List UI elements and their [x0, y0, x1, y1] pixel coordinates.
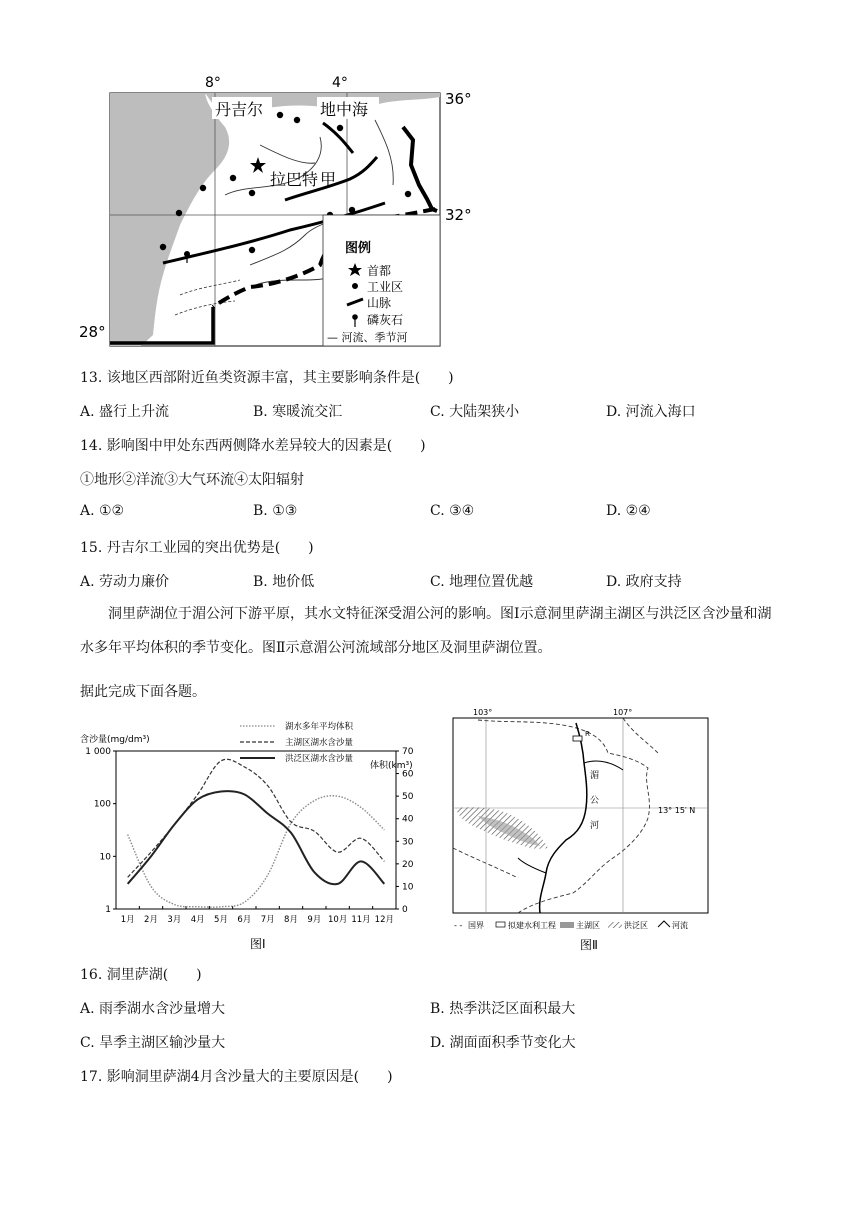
legend-phosphate: 磷灰石	[367, 313, 404, 327]
legend-capital: 首都	[367, 264, 392, 278]
lon-4: 4°	[332, 75, 348, 91]
lat-32: 32°	[445, 206, 472, 224]
left-tick-label: 100	[93, 799, 111, 810]
q15-option-c[interactable]: C. 地理位置优越	[430, 574, 534, 590]
morocco-map	[75, 75, 485, 355]
q16-option-d[interactable]: D. 湖面面积季节变化大	[430, 1035, 576, 1051]
q17-stem: 17. 影响洞里萨湖4月含沙量大的主要原因是( )	[80, 1069, 393, 1085]
left-axis-label: 含沙量(mg/dm³)	[80, 735, 150, 745]
q15-option-b[interactable]: B. 地价低	[253, 574, 315, 590]
x-tick-label: 4月	[190, 915, 205, 925]
q13-option-c[interactable]: C. 大陆架狭小	[430, 404, 520, 420]
q13-option-d[interactable]: D. 河流入海口	[606, 404, 696, 420]
legend-main-lake: 主湖区湖水含沙量	[285, 738, 354, 748]
x-tick-label: 6月	[237, 915, 252, 925]
x-tick-label: 9月	[307, 915, 322, 925]
right-tick-label: 30	[402, 837, 414, 848]
q13-option-b[interactable]: B. 寒暖流交汇	[253, 404, 343, 420]
q16-option-a[interactable]: A. 雨季湖水含沙量增大	[80, 1001, 226, 1017]
x-tick-label: 5月	[214, 915, 228, 925]
chart-caption: 图Ⅰ	[250, 937, 266, 951]
q14-items: ①地形②洋流③大气环流④太阳辐射	[80, 472, 304, 488]
legend2-flood: 洪泛区	[624, 921, 648, 930]
legend-river: — 河流、季节河	[327, 331, 408, 344]
river-char-1: 湄	[590, 771, 600, 781]
right-tick-label: 50	[402, 792, 414, 803]
q14-option-d[interactable]: D. ②④	[606, 503, 651, 519]
q14-option-c[interactable]: C. ③④	[430, 503, 475, 519]
q14-option-a[interactable]: A. ①②	[80, 503, 125, 519]
q13-option-a[interactable]: A. 盛行上升流	[80, 404, 170, 420]
x-tick-label: 3月	[167, 915, 182, 925]
right-tick-label: 70	[402, 747, 414, 757]
x-tick-label: 1月	[120, 915, 135, 925]
legend-flood-area: 洪泛区湖水含沙量	[285, 754, 354, 764]
lon-103: 103°	[473, 708, 493, 717]
right-tick-label: 20	[402, 859, 414, 870]
right-axis-label: 体积(km³)	[370, 761, 413, 771]
q16-option-b[interactable]: B. 热季洪泛区面积最大	[430, 1001, 576, 1017]
flood-area-sediment-line	[128, 791, 385, 884]
svg-text:- -: - -	[454, 921, 463, 930]
legend-title: 图例	[345, 241, 372, 256]
right-tick-label: 0	[402, 905, 408, 915]
x-tick-label: 2月	[144, 915, 158, 925]
map2-caption: 图Ⅱ	[580, 938, 598, 952]
right-tick-label: 10	[402, 882, 414, 893]
passage-instruction: 据此完成下面各题。	[80, 684, 206, 700]
river-char-3: 河	[590, 821, 600, 831]
label-rabat: 拉巴特	[270, 170, 319, 189]
right-tick-label: 40	[402, 814, 414, 825]
legend-volume: 湖水多年平均体积	[285, 722, 354, 732]
river-char-2: 公	[590, 796, 600, 806]
legend2-dam: 拟建水利工程	[508, 921, 556, 930]
legend-industry: 工业区	[367, 280, 404, 294]
x-tick-label: 11月	[351, 915, 371, 925]
lon-107: 107°	[613, 708, 633, 717]
mekong-map	[448, 708, 738, 953]
q13-stem: 13. 该地区西部附近鱼类资源丰富，其主要影响条件是( )	[80, 370, 454, 386]
x-tick-label: 12月	[374, 915, 394, 925]
q14-stem: 14. 影响图中甲处东西两侧降水差异较大的因素是( )	[80, 438, 426, 454]
right-tick-label: 60	[402, 769, 414, 780]
left-tick-label: 10	[99, 852, 111, 863]
left-tick-label: 1 000	[85, 747, 111, 757]
q16-stem: 16. 洞里萨湖( )	[80, 967, 202, 983]
label-mediterranean: 地中海	[320, 100, 369, 119]
lon-8: 8°	[205, 75, 221, 91]
x-tick-label: 8月	[284, 915, 298, 925]
label-tangier: 丹吉尔	[215, 100, 264, 119]
main-lake-sediment-line	[128, 759, 385, 877]
lat-28: 28°	[79, 323, 106, 341]
q16-option-c[interactable]: C. 旱季主湖区输沙量大	[80, 1035, 226, 1051]
legend-mountain: 山脉	[367, 296, 392, 310]
x-tick-label: 10月	[328, 915, 348, 925]
q15-option-d[interactable]: D. 政府支持	[606, 574, 682, 590]
x-tick-label: 7月	[260, 915, 275, 925]
lat-36: 36°	[445, 90, 472, 108]
svg-text:R: R	[585, 730, 590, 738]
left-tick-label: 1	[105, 905, 111, 915]
q15-option-a[interactable]: A. 劳动力廉价	[80, 574, 170, 590]
lat-1315: 13° 15′ N	[658, 806, 696, 815]
label-jia: 甲	[320, 170, 337, 189]
legend2-river: 河流	[672, 921, 688, 930]
legend2-main-lake: 主湖区	[576, 921, 600, 930]
volume-series-line	[128, 796, 385, 907]
sediment-volume-chart	[80, 718, 430, 956]
q14-option-b[interactable]: B. ①③	[253, 503, 298, 519]
q15-stem: 15. 丹吉尔工业园的突出优势是( )	[80, 540, 314, 556]
passage-text: 洞里萨湖位于湄公河下游平原，其水文特征深受湄公河的影响。图Ⅰ示意洞里萨湖主湖区与洪泛区含沙量和湖水多年平均体积的季节变化。图Ⅱ示意湄公河流域部分地区及洞里萨湖位置。	[80, 606, 772, 656]
legend2-border: 国界	[468, 921, 484, 930]
